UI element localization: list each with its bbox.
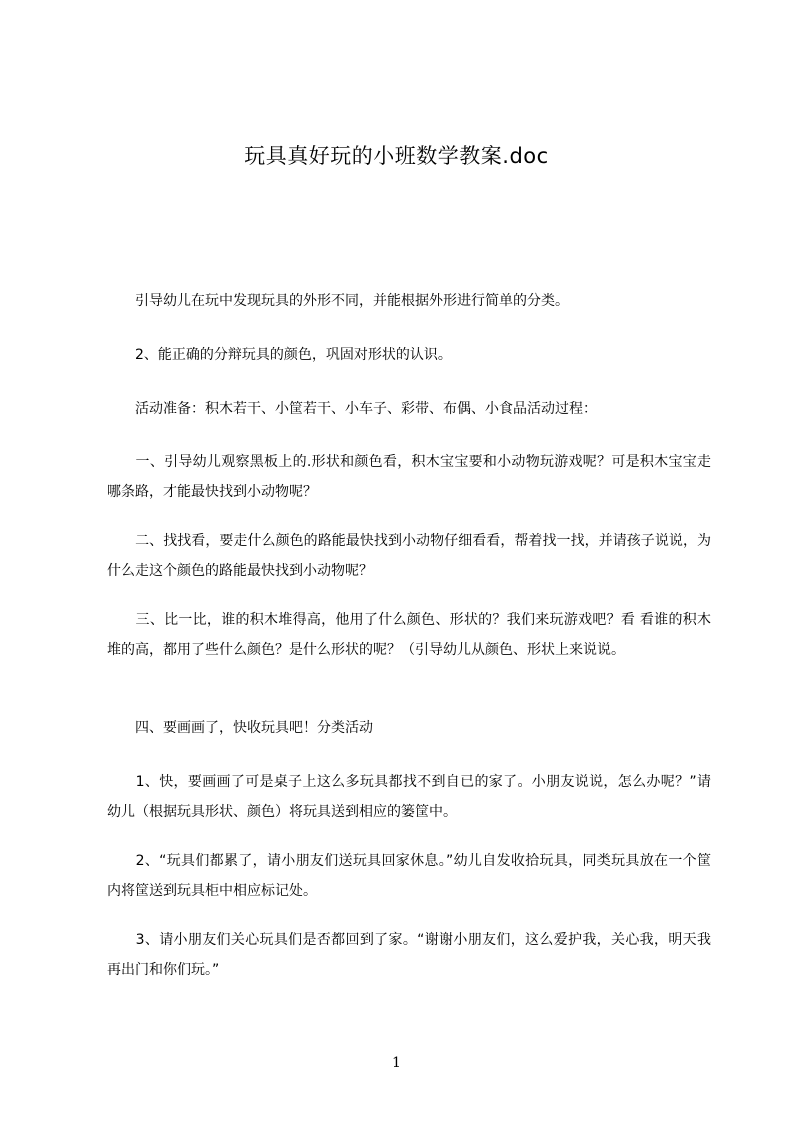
- paragraph-step-2: 二、找找看，要走什么颜色的路能最快找到小动物仔细看看，帮着找一找，并请孩子说说，为什么走这个颜色的路能最快找到小动物呢？: [107, 533, 711, 579]
- paragraph-step-4: 四、要画画了，快收玩具吧！分类活动: [107, 720, 373, 736]
- paragraph-step-4-3: 3、请小朋友们关心玩具们是否都回到了家。“谢谢小朋友们，这么爱护我，关心我，明天我再出门和你们玩。”: [107, 932, 711, 978]
- paragraph-step-3: 三、比一比，谁的积木堆得高，他用了什么颜色、形状的？我们来玩游戏吧？看 看谁的积木堆的高，都用了些什么颜色？是什么形状的呢？（引导幼儿从颜色、形状上来说说。: [107, 612, 711, 658]
- paragraph-objective-1: 引导幼儿在玩中发现玩具的外形不同，并能根据外形进行简单的分类。: [107, 293, 569, 309]
- paragraph-step-1: 一、引导幼儿观察黑板上的.形状和颜色看，积木宝宝要和小动物玩游戏呢？可是积木宝宝走哪条路，才能最快找到小动物呢？: [107, 454, 711, 500]
- paragraph-step-4-2: 2、“玩具们都累了，请小朋友们送玩具回家休息。”幼儿自发收拾玩具，同类玩具放在一个筐内将筐送到玩具柜中相应标记处。: [107, 853, 711, 899]
- paragraph-objective-2: 2、能正确的分辩玩具的颜色，巩固对形状的认识。: [107, 347, 452, 363]
- document-title: 玩具真好玩的小班数学教案.doc: [244, 144, 549, 168]
- page-number: 1: [392, 1055, 401, 1071]
- paragraph-preparation: 活动准备：积木若干、小筐若干、小车子、彩带、布偶、小食品活动过程：: [107, 401, 597, 417]
- paragraph-step-4-1: 1、快，要画画了可是桌子上这么多玩具都找不到自已的家了。小朋友说说，怎么办呢？”请幼儿（根据玩具形状、颜色）将玩具送到相应的篓筐中。: [107, 774, 711, 820]
